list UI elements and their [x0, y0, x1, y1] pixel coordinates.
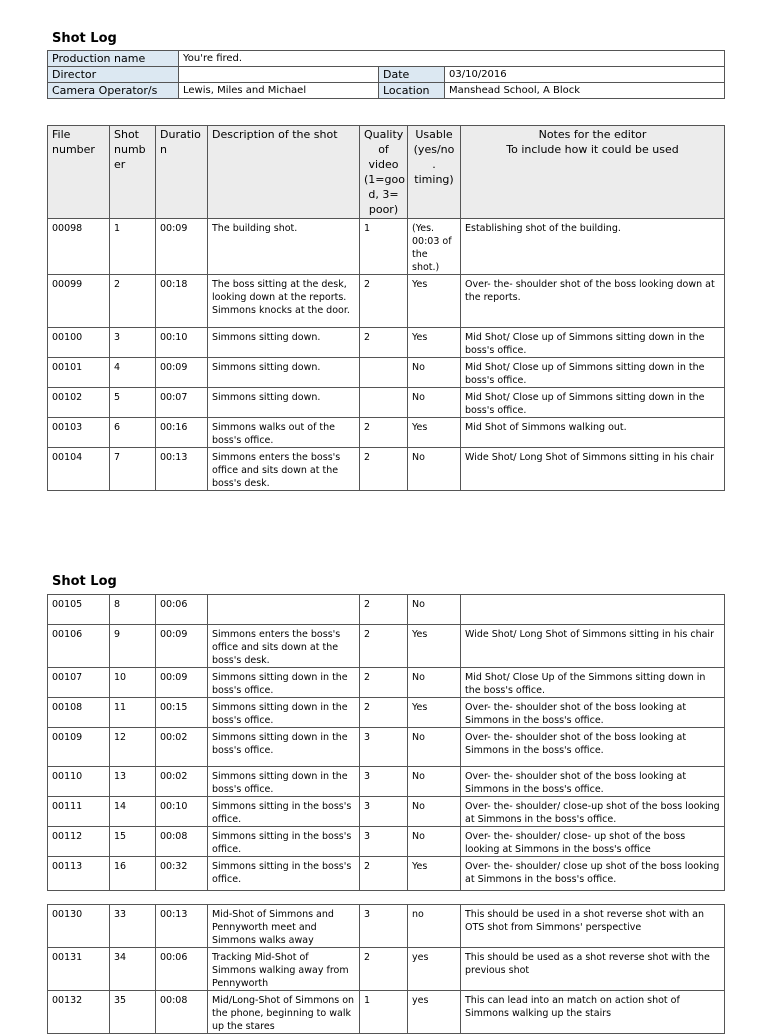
cell-duration: 00:06	[156, 948, 208, 991]
production-info-table	[47, 50, 725, 99]
cell-description: The boss sitting at the desk, looking down at the reports. Simmons knocks at the door.	[208, 275, 360, 328]
cell-shot-number: 3	[110, 328, 156, 358]
cell-usable: Yes	[408, 857, 461, 891]
shot-log-table-2	[47, 594, 725, 891]
cell-notes: Mid Shot/ Close up of Simmons sitting down in the boss's office.	[461, 358, 725, 388]
cell-notes: This can lead into an match on action shot of Simmons walking up the stairs	[461, 991, 725, 1034]
cell-description: Simmons sitting down in the boss's office.	[208, 728, 360, 767]
cell-duration: 00:10	[156, 797, 208, 827]
table-row	[48, 625, 725, 668]
table-row	[48, 991, 725, 1034]
cell-file-number: 00113	[48, 857, 110, 891]
header-description: Description of the shot	[208, 126, 360, 219]
cell-file-number: 00110	[48, 767, 110, 797]
cell-quality: 3	[360, 797, 408, 827]
cell-quality: 2	[360, 328, 408, 358]
cell-notes: Over- the- shoulder shot of the boss looking at Simmons in the boss's office.	[461, 728, 725, 767]
cell-quality: 3	[360, 728, 408, 767]
cell-shot-number: 7	[110, 448, 156, 491]
cell-shot-number: 8	[110, 595, 156, 625]
cell-description: Simmons sitting down in the boss's office.	[208, 767, 360, 797]
cell-file-number: 00101	[48, 358, 110, 388]
cell-quality: 3	[360, 827, 408, 857]
cell-file-number: 00099	[48, 275, 110, 328]
table-row	[48, 595, 725, 625]
cell-quality: 2	[360, 275, 408, 328]
cell-usable: No	[408, 358, 461, 388]
cell-quality: 1	[360, 219, 408, 275]
cell-shot-number: 34	[110, 948, 156, 991]
cell-duration: 00:10	[156, 328, 208, 358]
cell-notes: Over- the- shoulder shot of the boss looking at Simmons in the boss's office.	[461, 767, 725, 797]
cell-file-number: 00104	[48, 448, 110, 491]
cell-file-number: 00100	[48, 328, 110, 358]
cell-file-number: 00106	[48, 625, 110, 668]
info-row-director	[48, 67, 725, 83]
cell-notes: Over- the- shoulder shot of the boss looking at Simmons in the boss's office.	[461, 698, 725, 728]
cell-shot-number: 1	[110, 219, 156, 275]
cell-shot-number: 10	[110, 668, 156, 698]
cell-shot-number: 9	[110, 625, 156, 668]
cell-description: Simmons sitting in the boss's office.	[208, 827, 360, 857]
cell-shot-number: 11	[110, 698, 156, 728]
production-name-value: You're fired.	[179, 51, 725, 67]
cell-shot-number: 33	[110, 905, 156, 948]
shot-log-header-row	[48, 126, 725, 219]
cell-duration: 00:02	[156, 728, 208, 767]
cell-shot-number: 12	[110, 728, 156, 767]
production-name-label: Production name	[48, 51, 179, 67]
cell-usable: No	[408, 448, 461, 491]
table-row	[48, 388, 725, 418]
cell-quality	[360, 358, 408, 388]
info-row-production	[48, 51, 725, 67]
cell-quality: 2	[360, 595, 408, 625]
cell-description	[208, 595, 360, 625]
cell-duration: 00:13	[156, 905, 208, 948]
cell-duration: 00:09	[156, 668, 208, 698]
cell-usable: No	[408, 728, 461, 767]
cell-quality: 2	[360, 698, 408, 728]
table-row	[48, 905, 725, 948]
cell-notes: Over- the- shoulder/ close-up shot of the boss looking at Simmons in the boss's office.	[461, 797, 725, 827]
cell-file-number: 00132	[48, 991, 110, 1034]
cell-usable: No	[408, 595, 461, 625]
cell-notes: Wide Shot/ Long Shot of Simmons sitting in his chair	[461, 448, 725, 491]
cell-shot-number: 16	[110, 857, 156, 891]
table-row	[48, 358, 725, 388]
cell-usable: no	[408, 905, 461, 948]
cell-quality: 2	[360, 418, 408, 448]
table-row	[48, 948, 725, 991]
location-label: Location	[379, 83, 445, 99]
cell-file-number: 00112	[48, 827, 110, 857]
cell-shot-number: 15	[110, 827, 156, 857]
cell-notes: Mid Shot of Simmons walking out.	[461, 418, 725, 448]
shot-log-table-3	[47, 904, 725, 1034]
table-row	[48, 728, 725, 767]
location-value: Manshead School, A Block	[445, 83, 725, 99]
cell-notes: Over- the- shoulder/ close up shot of the boss looking at Simmons in the boss's office.	[461, 857, 725, 891]
cell-quality: 2	[360, 448, 408, 491]
cell-shot-number: 35	[110, 991, 156, 1034]
cell-duration: 00:32	[156, 857, 208, 891]
camera-operator-label: Camera Operator/s	[48, 83, 179, 99]
cell-duration: 00:15	[156, 698, 208, 728]
cell-quality: 3	[360, 905, 408, 948]
cell-usable: Yes	[408, 418, 461, 448]
cell-file-number: 00111	[48, 797, 110, 827]
cell-notes: This should be used as a shot reverse shot with the previous shot	[461, 948, 725, 991]
cell-file-number: 00098	[48, 219, 110, 275]
cell-quality	[360, 388, 408, 418]
cell-description: Simmons enters the boss's office and sits down at the boss's desk.	[208, 448, 360, 491]
cell-description: Simmons walks out of the boss's office.	[208, 418, 360, 448]
header-notes-line-1: Notes for the editor	[538, 128, 647, 141]
table-row	[48, 767, 725, 797]
shot-log-table-1	[47, 125, 725, 491]
cell-file-number: 00103	[48, 418, 110, 448]
cell-description: Mid-Shot of Simmons and Pennyworth meet and Simmons walks away	[208, 905, 360, 948]
cell-duration: 00:13	[156, 448, 208, 491]
cell-shot-number: 13	[110, 767, 156, 797]
cell-quality: 2	[360, 668, 408, 698]
cell-quality: 2	[360, 948, 408, 991]
cell-notes: Over- the- shoulder/ close- up shot of the boss looking at Simmons in the boss's office	[461, 827, 725, 857]
cell-file-number: 00108	[48, 698, 110, 728]
cell-description: Tracking Mid-Shot of Simmons walking away from Pennyworth	[208, 948, 360, 991]
cell-notes: Establishing shot of the building.	[461, 219, 725, 275]
date-label: Date	[379, 67, 445, 83]
table-row	[48, 857, 725, 891]
cell-duration: 00:07	[156, 388, 208, 418]
cell-description: Simmons sitting down.	[208, 388, 360, 418]
cell-file-number: 00131	[48, 948, 110, 991]
cell-quality: 2	[360, 625, 408, 668]
cell-duration: 00:08	[156, 991, 208, 1034]
cell-notes: Mid Shot/ Close up of Simmons sitting down in the boss's office.	[461, 388, 725, 418]
cell-description: Mid/Long-Shot of Simmons on the phone, beginning to walk up the stares	[208, 991, 360, 1034]
cell-shot-number: 14	[110, 797, 156, 827]
table-row	[48, 668, 725, 698]
cell-shot-number: 6	[110, 418, 156, 448]
cell-usable: yes	[408, 948, 461, 991]
cell-duration: 00:09	[156, 219, 208, 275]
page-title-2: Shot Log	[52, 574, 117, 589]
cell-quality: 1	[360, 991, 408, 1034]
header-file-number: File number	[48, 126, 110, 219]
cell-usable: Yes	[408, 625, 461, 668]
cell-usable: Yes	[408, 698, 461, 728]
cell-file-number: 00105	[48, 595, 110, 625]
cell-usable: No	[408, 827, 461, 857]
cell-shot-number: 5	[110, 388, 156, 418]
cell-description: The building shot.	[208, 219, 360, 275]
table-row	[48, 275, 725, 328]
table-row	[48, 448, 725, 491]
cell-usable: No	[408, 668, 461, 698]
cell-duration: 00:09	[156, 625, 208, 668]
cell-shot-number: 4	[110, 358, 156, 388]
cell-notes: Over- the- shoulder shot of the boss looking down at the reports.	[461, 275, 725, 328]
cell-duration: 00:08	[156, 827, 208, 857]
cell-file-number: 00102	[48, 388, 110, 418]
date-value: 03/10/2016	[445, 67, 725, 83]
cell-description: Simmons enters the boss's office and sits down at the boss's desk.	[208, 625, 360, 668]
director-value	[179, 67, 379, 83]
table-row	[48, 219, 725, 275]
cell-duration: 00:16	[156, 418, 208, 448]
cell-duration: 00:18	[156, 275, 208, 328]
director-label: Director	[48, 67, 179, 83]
header-shot-number: Shot numb er	[110, 126, 156, 219]
header-quality: Quality of video (1=goo d, 3= poor)	[360, 126, 408, 219]
cell-quality: 2	[360, 857, 408, 891]
camera-operator-value: Lewis, Miles and Michael	[179, 83, 379, 99]
header-usable: Usable (yes/no . timing)	[408, 126, 461, 219]
info-row-camera	[48, 83, 725, 99]
header-notes	[461, 126, 725, 219]
cell-file-number: 00130	[48, 905, 110, 948]
cell-notes: This should be used in a shot reverse shot with an OTS shot from Simmons' perspective	[461, 905, 725, 948]
cell-description: Simmons sitting down in the boss's office.	[208, 668, 360, 698]
cell-description: Simmons sitting in the boss's office.	[208, 797, 360, 827]
table-row	[48, 797, 725, 827]
cell-usable: yes	[408, 991, 461, 1034]
cell-notes: Mid Shot/ Close up of Simmons sitting down in the boss's office.	[461, 328, 725, 358]
cell-file-number: 00109	[48, 728, 110, 767]
header-notes-line-2: To include how it could be used	[506, 143, 679, 156]
cell-notes: Mid Shot/ Close Up of the Simmons sitting down in the boss's office.	[461, 668, 725, 698]
header-duration: Duratio n	[156, 126, 208, 219]
table-row	[48, 418, 725, 448]
cell-usable: No	[408, 797, 461, 827]
cell-description: Simmons sitting down in the boss's office.	[208, 698, 360, 728]
cell-duration: 00:09	[156, 358, 208, 388]
cell-usable: Yes	[408, 275, 461, 328]
cell-usable: (Yes. 00:03 of the shot.)	[408, 219, 461, 275]
cell-file-number: 00107	[48, 668, 110, 698]
page-title: Shot Log	[52, 31, 117, 46]
cell-description: Simmons sitting down.	[208, 328, 360, 358]
cell-description: Simmons sitting down.	[208, 358, 360, 388]
table-row	[48, 698, 725, 728]
cell-notes	[461, 595, 725, 625]
cell-duration: 00:02	[156, 767, 208, 797]
table-row	[48, 827, 725, 857]
cell-usable: No	[408, 388, 461, 418]
cell-duration: 00:06	[156, 595, 208, 625]
cell-usable: Yes	[408, 328, 461, 358]
cell-notes: Wide Shot/ Long Shot of Simmons sitting in his chair	[461, 625, 725, 668]
cell-shot-number: 2	[110, 275, 156, 328]
cell-quality: 3	[360, 767, 408, 797]
cell-usable: No	[408, 767, 461, 797]
table-row	[48, 328, 725, 358]
cell-description: Simmons sitting in the boss's office.	[208, 857, 360, 891]
